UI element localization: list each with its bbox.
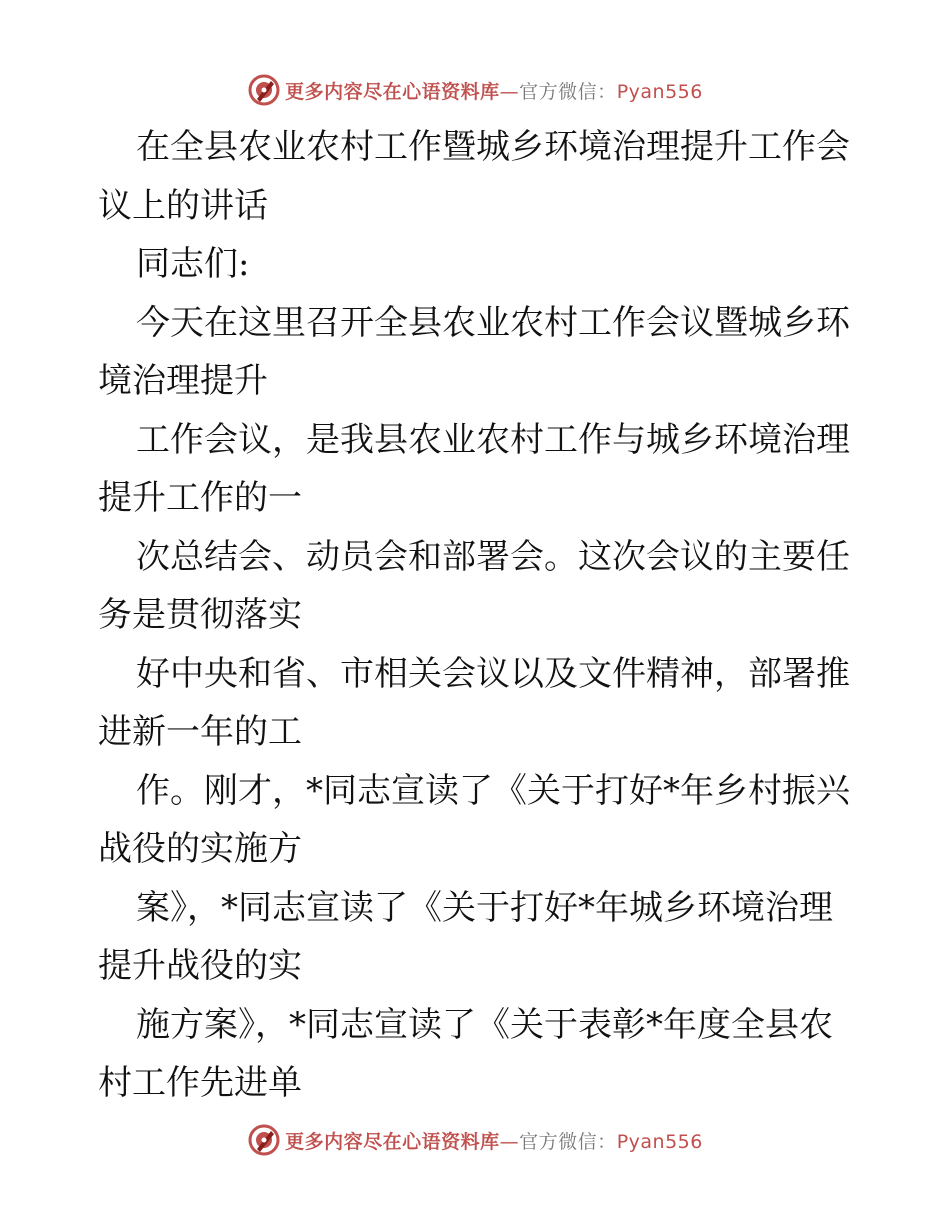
text-line: 案》，*同志宣读了《关于打好*年城乡环境治理: [136, 887, 833, 928]
watermark-label: 官方微信：: [519, 1130, 617, 1153]
watermark-id: Pyan556: [616, 80, 703, 103]
watermark-dash: —: [499, 1130, 520, 1153]
watermark-id: Pyan556: [616, 1130, 703, 1153]
text-line: 同志们:: [136, 244, 250, 284]
watermark-label: 官方微信：: [519, 80, 617, 103]
text-line: 次总结会、动员会和部署会。这次会议的主要任: [136, 536, 850, 577]
text-line: 提升战役的实: [98, 946, 302, 986]
footer-watermark: [0, 1120, 950, 1160]
text-line: 工作会议，是我县农业农村工作与城乡环境治理: [136, 419, 850, 460]
text-line: 进新一年的工: [98, 712, 302, 752]
text-line: 施方案》，*同志宣读了《关于表彰*年度全县农: [136, 1004, 833, 1045]
text-line: 好中央和省、市相关会议以及文件精神，部署推: [136, 653, 850, 694]
header-watermark: [0, 70, 950, 110]
text-line: 村工作先进单: [98, 1063, 302, 1103]
document-body: [98, 118, 858, 1113]
pen-nib-logo-icon: [247, 1123, 281, 1157]
pen-nib-logo-icon: [247, 73, 281, 107]
text-line: 作。刚才，*同志宣读了《关于打好*年乡村振兴: [136, 770, 850, 811]
text-line: 今天在这里召开全县农业农村工作会议暨城乡环: [136, 302, 850, 343]
watermark-main-text: 更多内容尽在心语资料库: [285, 80, 500, 103]
text-line: 议上的讲话: [98, 185, 268, 226]
watermark-main-text: 更多内容尽在心语资料库: [285, 1130, 500, 1153]
text-line: 在全县农业农村工作暨城乡环境治理提升工作会: [136, 127, 850, 167]
watermark-dash: —: [499, 80, 520, 103]
text-line: 务是贯彻落实: [98, 595, 302, 635]
text-line: 战役的实施方: [98, 829, 302, 869]
text-line: 提升工作的一: [98, 478, 302, 518]
text-line: 境治理提升: [98, 361, 268, 401]
